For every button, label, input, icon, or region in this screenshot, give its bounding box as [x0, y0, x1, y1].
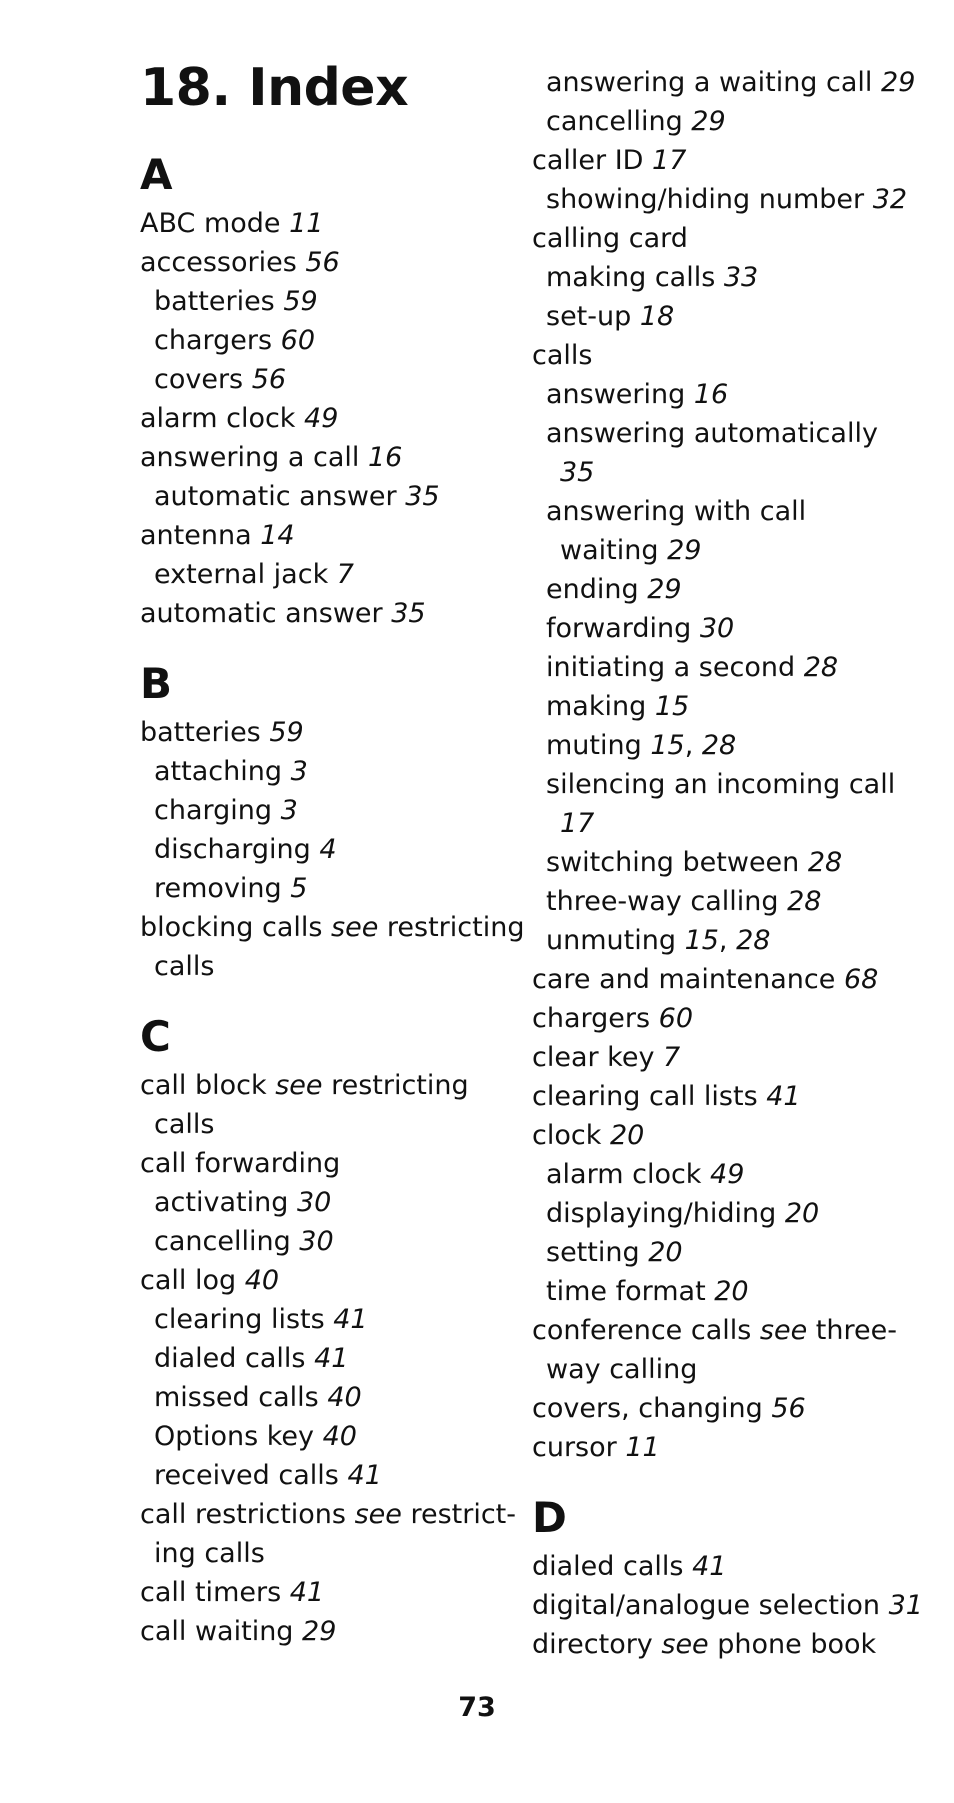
page-ref: 56 — [305, 247, 340, 278]
index-entry — [140, 1417, 500, 1456]
index-entry — [532, 1625, 932, 1664]
index-entry — [140, 908, 525, 947]
page-ref: 29 — [881, 67, 916, 98]
entry-term: waiting — [560, 535, 668, 566]
page-ref-separator: , — [684, 730, 702, 761]
page-ref: 20 — [714, 1276, 749, 1307]
index-entry — [532, 1077, 932, 1116]
page-ref: 16 — [693, 379, 729, 410]
page-ref: 17 — [652, 145, 687, 176]
page-ref: 15 — [654, 691, 690, 722]
index-entry — [140, 1534, 500, 1573]
index-entry — [140, 204, 500, 243]
entry-term: dialed calls — [154, 1343, 315, 1374]
index-entry — [532, 765, 932, 804]
index-entry — [140, 830, 500, 869]
page-ref: 30 — [299, 1226, 334, 1257]
page-ref: 5 — [290, 873, 308, 904]
entry-term: answering automatically — [546, 418, 878, 449]
entry-term: Options key — [154, 1421, 323, 1452]
section-letter: B — [140, 659, 173, 708]
page-ref: 28 — [803, 652, 839, 683]
entry-term: clock — [532, 1120, 610, 1151]
index-entry — [532, 687, 932, 726]
index-entry — [532, 921, 932, 960]
entry-term: discharging — [154, 834, 320, 865]
entry-term: cancelling — [154, 1226, 300, 1257]
entry-term: attaching — [154, 756, 291, 787]
index-entry — [140, 1261, 500, 1300]
entry-term: blocking calls — [140, 912, 332, 943]
page-ref: 31 — [888, 1590, 923, 1621]
page-ref: 28 — [736, 925, 771, 956]
page-ref: 4 — [319, 834, 337, 865]
entry-term: ending — [546, 574, 648, 605]
see-reference: see — [661, 1629, 709, 1660]
page-ref: 29 — [691, 106, 726, 137]
entry-term: covers — [154, 364, 252, 395]
index-entry — [532, 1038, 932, 1077]
entry-term: call log — [140, 1265, 245, 1296]
index-entry — [532, 492, 932, 531]
index-entry — [140, 1612, 500, 1651]
page-title: 18. Index — [140, 58, 409, 118]
see-reference: see — [275, 1070, 323, 1101]
entry-term: calling card — [532, 223, 688, 254]
page-ref: 3 — [280, 795, 298, 826]
index-entry — [140, 1222, 500, 1261]
entry-term: received calls — [154, 1460, 348, 1491]
entry-term: alarm clock — [546, 1159, 711, 1190]
index-entry — [140, 321, 500, 360]
page-ref: 60 — [658, 1003, 693, 1034]
index-entry — [532, 999, 932, 1038]
index-entry — [532, 882, 932, 921]
entry-term: making calls — [546, 262, 724, 293]
index-entry — [140, 1573, 500, 1612]
page-ref: 28 — [701, 730, 737, 761]
page-ref: 17 — [560, 808, 595, 839]
index-entry — [532, 609, 932, 648]
entry-term: caller ID — [532, 145, 653, 176]
index-entry — [140, 399, 500, 438]
page-ref: 56 — [251, 364, 287, 395]
section-letter: D — [532, 1493, 567, 1542]
page-ref-separator: , — [718, 925, 737, 956]
page-ref: 40 — [244, 1265, 280, 1296]
entry-term: clearing lists — [154, 1304, 334, 1335]
page-ref: 16 — [367, 442, 403, 473]
entry-term: batteries — [140, 717, 270, 748]
entry-term: external jack — [154, 559, 337, 590]
page-ref: 3 — [290, 756, 308, 787]
page-ref: 33 — [723, 262, 759, 293]
entry-term: missed calls — [154, 1382, 328, 1413]
index-entry — [532, 453, 932, 492]
page-ref: 20 — [784, 1198, 820, 1229]
entry-term: digital/analogue selection — [532, 1590, 889, 1621]
entry-term: making — [546, 691, 655, 722]
page-ref: 32 — [872, 184, 908, 215]
page-ref: 35 — [560, 457, 595, 488]
index-entry — [532, 1547, 932, 1586]
index-entry — [532, 1389, 932, 1428]
index-entry — [532, 1233, 932, 1272]
entry-term: clear key — [532, 1042, 664, 1073]
entry-term: dialed calls — [532, 1551, 693, 1582]
page-ref: 60 — [280, 325, 315, 356]
index-entry — [532, 375, 932, 414]
page-ref: 18 — [639, 301, 675, 332]
entry-term: calls — [532, 340, 593, 371]
index-entry — [140, 1066, 500, 1105]
entry-term: batteries — [154, 286, 284, 317]
index-entry — [532, 531, 932, 570]
index-entry — [140, 516, 500, 555]
see-target: restrict- — [401, 1499, 517, 1530]
page-ref: 28 — [787, 886, 822, 917]
entry-term: forwarding — [546, 613, 700, 644]
page-ref: 11 — [289, 208, 324, 239]
index-column-right — [532, 63, 932, 1664]
index-entry — [140, 1495, 517, 1534]
index-entry — [532, 1194, 932, 1233]
page-ref: 41 — [692, 1551, 727, 1582]
page-ref: 40 — [322, 1421, 357, 1452]
index-entry — [532, 960, 932, 999]
entry-term: calls — [154, 951, 215, 982]
index-entry — [532, 804, 932, 843]
entry-term: care and maintenance — [532, 964, 844, 995]
page-ref: 35 — [405, 481, 440, 512]
index-entry — [532, 1272, 932, 1311]
see-target: restricting — [378, 912, 525, 943]
index-entry — [532, 1428, 932, 1467]
page-ref: 41 — [314, 1343, 349, 1374]
entry-term: muting — [546, 730, 651, 761]
entry-term: call timers — [140, 1577, 290, 1608]
index-entry — [140, 1144, 500, 1183]
index-entry — [140, 243, 500, 282]
page-ref: 41 — [333, 1304, 368, 1335]
page-ref: 41 — [289, 1577, 325, 1608]
index-entry — [140, 1456, 500, 1495]
page-ref: 59 — [269, 717, 304, 748]
entry-term: automatic answer — [154, 481, 406, 512]
entry-term: setting — [546, 1237, 649, 1268]
see-target: restricting — [322, 1070, 469, 1101]
entry-term: covers, changing — [532, 1393, 772, 1424]
index-entry — [140, 1183, 500, 1222]
entry-term: unmuting — [546, 925, 685, 956]
index-entry — [532, 1350, 932, 1389]
entry-term: silencing an incoming call — [546, 769, 896, 800]
index-entry — [532, 141, 932, 180]
section-letter: A — [140, 150, 173, 199]
index-entry — [140, 1339, 500, 1378]
entry-term: initiating a second — [546, 652, 804, 683]
entry-term: switching between — [546, 847, 808, 878]
index-entry — [140, 947, 500, 986]
entry-term: activating — [154, 1187, 297, 1218]
entry-term: set-up — [546, 301, 640, 332]
page-ref: 41 — [766, 1081, 801, 1112]
entry-term: directory — [532, 1629, 662, 1660]
page-ref: 14 — [260, 520, 295, 551]
index-entry — [140, 869, 500, 908]
page-ref: 20 — [648, 1237, 683, 1268]
index-entry — [532, 414, 932, 453]
entry-term: alarm clock — [140, 403, 305, 434]
index-entry — [140, 438, 500, 477]
page-ref: 11 — [625, 1432, 660, 1463]
entry-term: showing/hiding number — [546, 184, 873, 215]
entry-term: chargers — [154, 325, 281, 356]
entry-term: cancelling — [546, 106, 692, 137]
page-ref: 56 — [771, 1393, 806, 1424]
index-entry — [140, 1300, 500, 1339]
see-reference: see — [354, 1499, 402, 1530]
page-ref: 30 — [296, 1187, 332, 1218]
see-target: three- — [807, 1315, 897, 1346]
index-entry — [532, 258, 932, 297]
entry-term: removing — [154, 873, 291, 904]
entry-term: displaying/hiding — [546, 1198, 785, 1229]
page-ref: 7 — [336, 559, 354, 590]
entry-term: time format — [546, 1276, 715, 1307]
entry-term: ing calls — [154, 1538, 265, 1569]
page-ref: 20 — [609, 1120, 645, 1151]
index-entry — [532, 1586, 932, 1625]
page-ref: 7 — [663, 1042, 681, 1073]
entry-term: automatic answer — [140, 598, 392, 629]
section-letter: C — [140, 1012, 171, 1061]
index-entry — [140, 477, 500, 516]
index-entry — [532, 1311, 932, 1350]
index-entry — [140, 555, 500, 594]
entry-term: antenna — [140, 520, 261, 551]
entry-term: ABC mode — [140, 208, 290, 239]
index-entry — [532, 102, 932, 141]
entry-term: call block — [140, 1070, 276, 1101]
see-target: phone book — [708, 1629, 877, 1660]
index-entry — [532, 63, 932, 102]
page-ref: 30 — [699, 613, 735, 644]
index-entry — [140, 1378, 500, 1417]
page-ref: 28 — [807, 847, 843, 878]
entry-term: calls — [154, 1109, 215, 1140]
entry-term: accessories — [140, 247, 306, 278]
index-entry — [140, 282, 500, 321]
page-ref: 29 — [647, 574, 682, 605]
index-column-left — [140, 150, 525, 1651]
page-number: 73 — [458, 1692, 496, 1723]
entry-term: call forwarding — [140, 1148, 341, 1179]
page-ref: 49 — [304, 403, 339, 434]
index-entry — [532, 180, 932, 219]
entry-term: chargers — [532, 1003, 659, 1034]
index-entry — [140, 791, 500, 830]
index-entry — [140, 752, 500, 791]
page-ref: 35 — [391, 598, 426, 629]
entry-term: answering a call — [140, 442, 368, 473]
page-ref: 68 — [843, 964, 879, 995]
index-entry — [532, 219, 932, 258]
index-entry — [532, 1155, 932, 1194]
entry-term: clearing call lists — [532, 1081, 767, 1112]
page-ref: 29 — [302, 1616, 337, 1647]
index-entry — [532, 297, 932, 336]
page-ref: 15 — [684, 925, 719, 956]
index-entry — [532, 336, 932, 375]
page-ref: 15 — [650, 730, 685, 761]
page-ref: 49 — [710, 1159, 745, 1190]
entry-term: answering — [546, 379, 694, 410]
index-entry — [532, 570, 932, 609]
index-entry — [140, 713, 500, 752]
index-entry — [532, 1116, 932, 1155]
index-entry — [532, 843, 932, 882]
entry-term: way calling — [546, 1354, 698, 1385]
entry-term: conference calls — [532, 1315, 760, 1346]
entry-term: cursor — [532, 1432, 626, 1463]
see-reference: see — [759, 1315, 808, 1346]
page-ref: 41 — [347, 1460, 382, 1491]
page-ref: 40 — [327, 1382, 362, 1413]
index-entry — [532, 648, 932, 687]
page-ref: 59 — [283, 286, 318, 317]
index-entry — [140, 594, 500, 633]
index-entry — [532, 726, 932, 765]
entry-term: call restrictions — [140, 1499, 355, 1530]
entry-term: three-way calling — [546, 886, 788, 917]
entry-term: charging — [154, 795, 281, 826]
entry-term: call waiting — [140, 1616, 303, 1647]
entry-term: answering with call — [546, 496, 807, 527]
entry-term: answering a waiting call — [546, 67, 882, 98]
page-ref: 29 — [667, 535, 702, 566]
see-reference: see — [331, 912, 379, 943]
index-entry — [140, 360, 500, 399]
index-entry — [140, 1105, 500, 1144]
